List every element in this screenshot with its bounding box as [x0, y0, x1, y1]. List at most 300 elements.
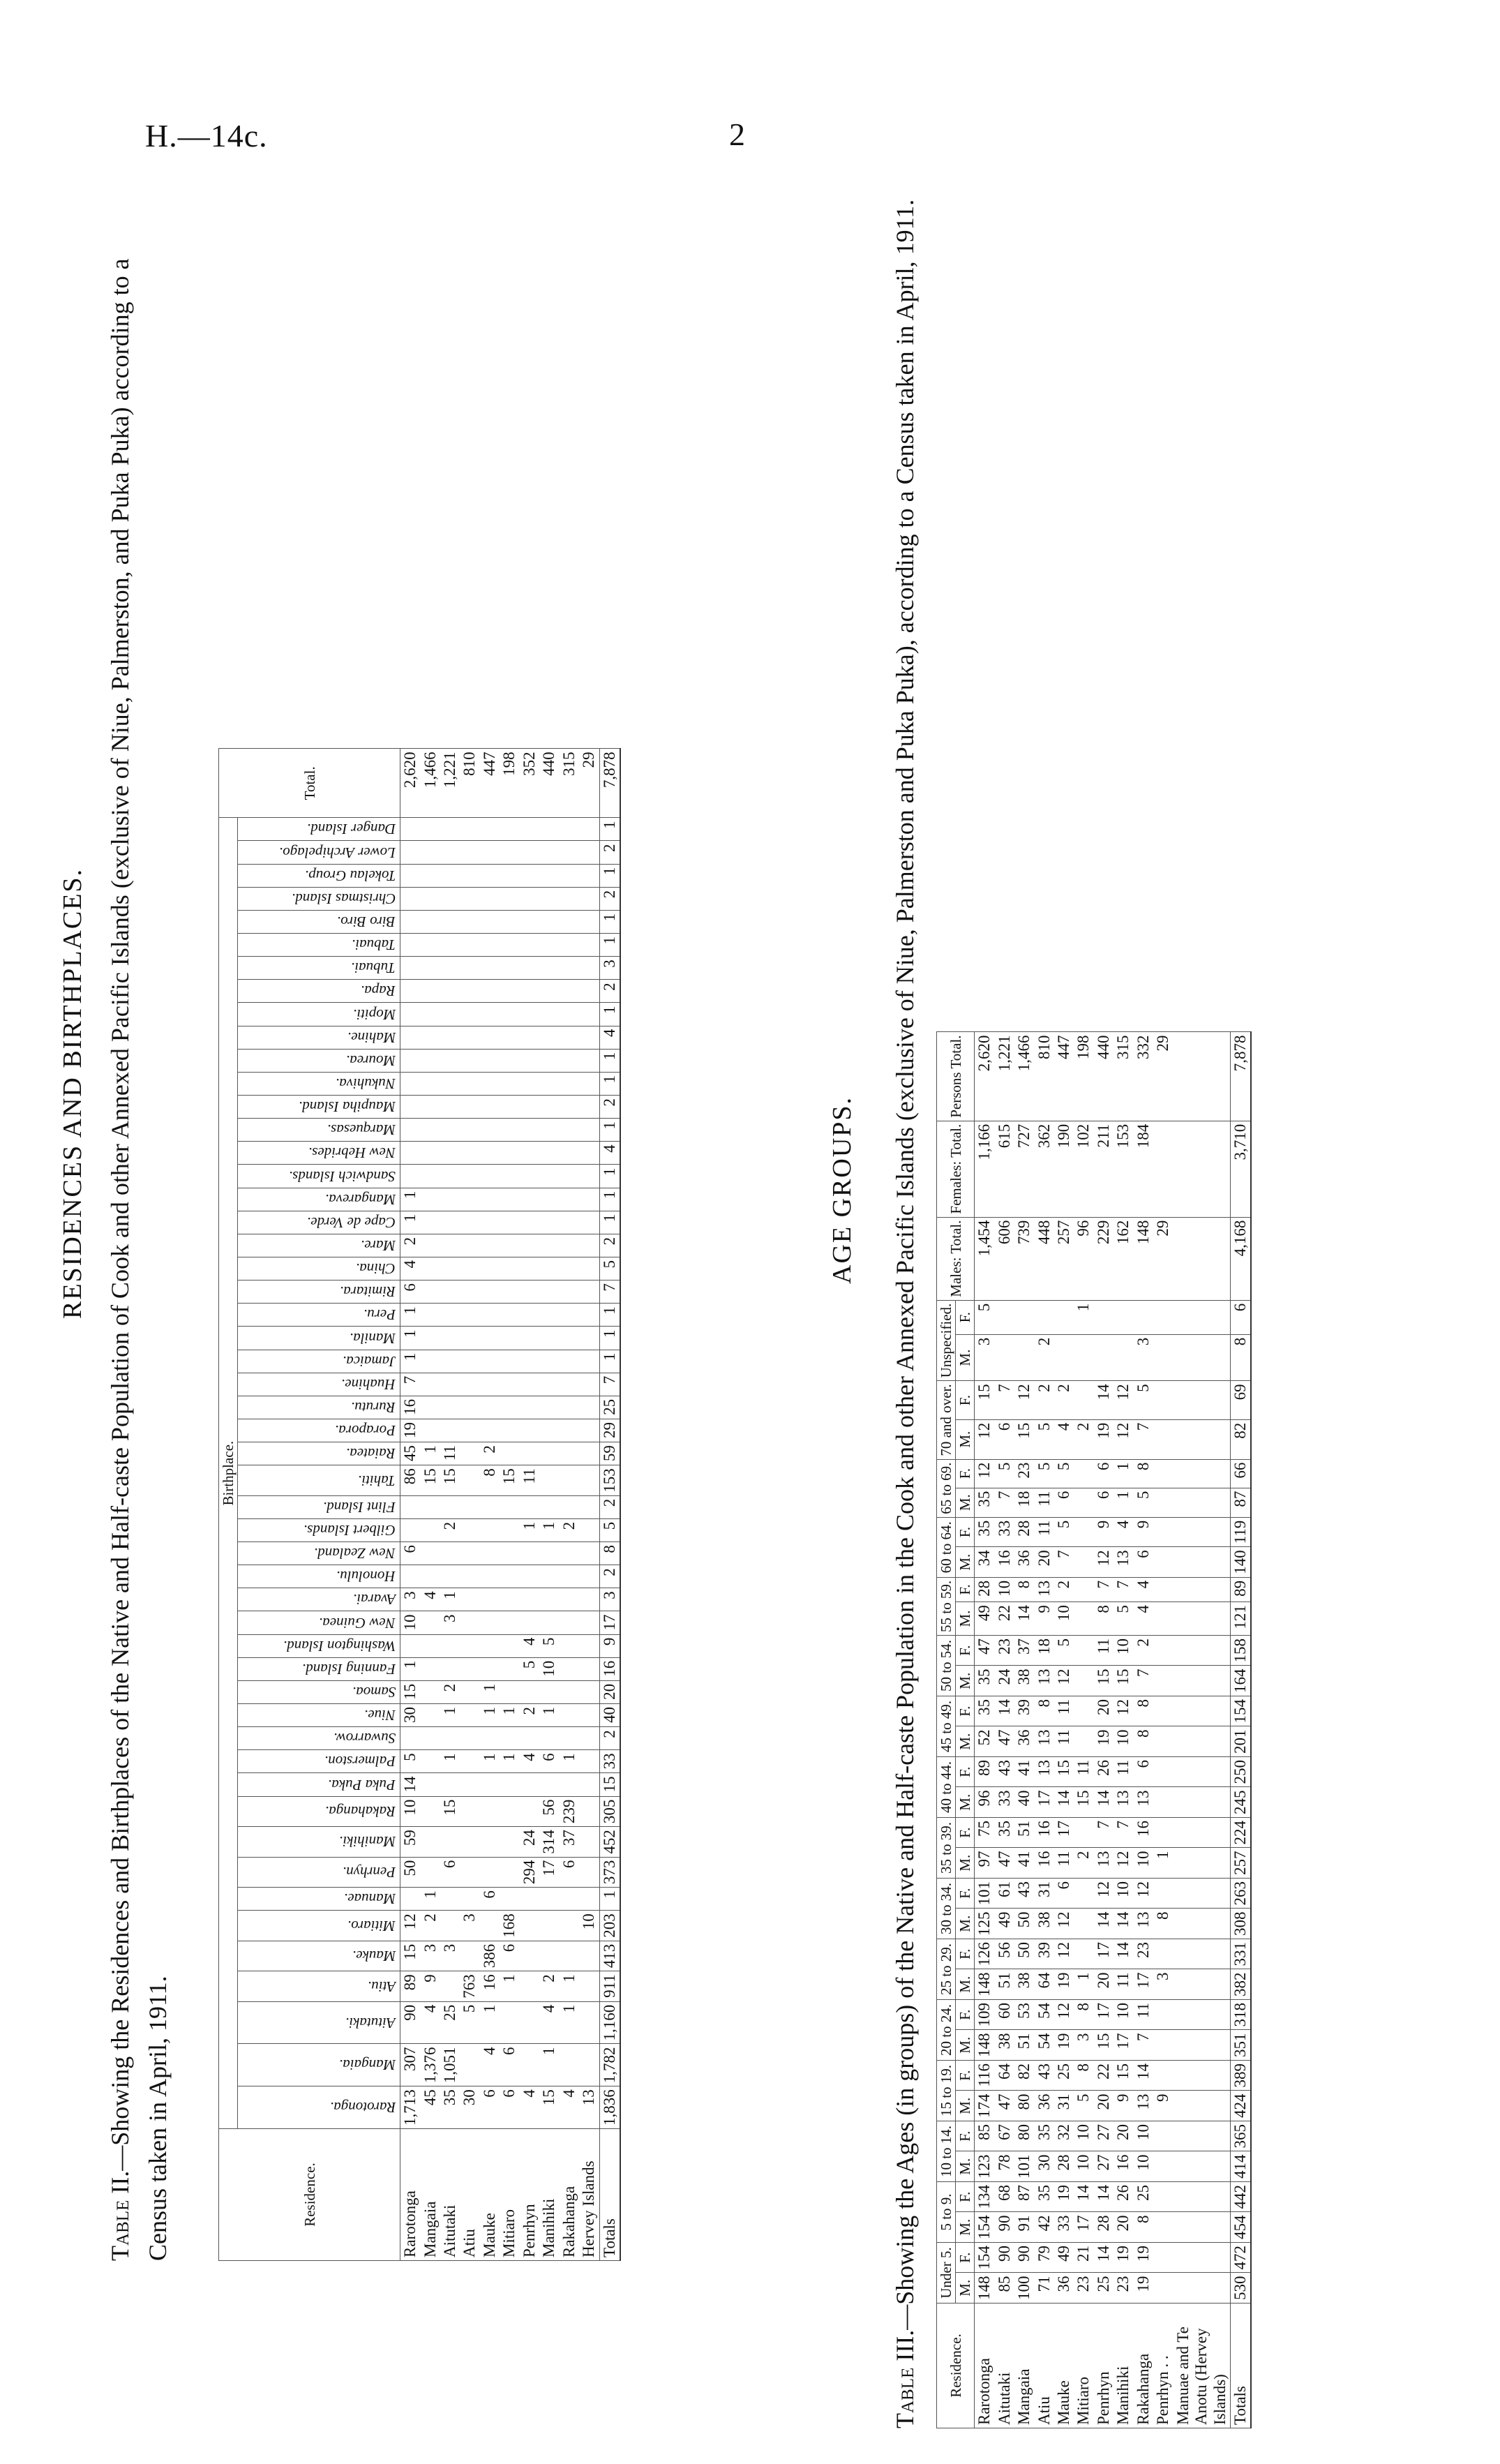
males-total-cell: 606	[995, 1217, 1014, 1300]
count-cell	[560, 1611, 579, 1634]
residence-cell: Hervey Islands	[579, 2129, 599, 2261]
count-cell	[480, 1026, 500, 1049]
total-cell: 15	[599, 1773, 620, 1796]
count-cell	[539, 1165, 559, 1188]
count-cell	[500, 1773, 519, 1796]
count-cell: 6	[1094, 1488, 1113, 1517]
count-cell	[421, 1680, 440, 1703]
total-cell: 530	[1230, 2273, 1251, 2304]
count-cell: 17	[1094, 1939, 1113, 1970]
birthplace-label: Biro Biro.	[337, 913, 396, 931]
count-cell	[1153, 1547, 1173, 1578]
count-cell: 45	[400, 1442, 421, 1465]
birthplace-label: Nukuhiva.	[336, 1075, 396, 1093]
count-cell	[460, 1142, 479, 1165]
count-cell: 11	[1054, 1696, 1074, 1727]
count-cell	[520, 1888, 539, 1911]
males-total-cell: 96	[1074, 1217, 1093, 1300]
birthplace-column-header	[238, 1257, 400, 1280]
total-cell: 87	[1230, 1488, 1251, 1517]
count-cell: 1	[539, 2044, 559, 2086]
count-cell	[579, 1188, 599, 1211]
count-cell: 148	[975, 2030, 995, 2061]
count-cell: 9	[1113, 2091, 1133, 2121]
count-cell	[480, 1495, 500, 1518]
count-cell	[1153, 1459, 1173, 1488]
count-cell	[1074, 1909, 1093, 1939]
count-cell: 38	[1014, 1666, 1034, 1696]
count-cell: 2	[1074, 1419, 1093, 1459]
count-cell	[500, 1888, 519, 1911]
count-cell: 25	[1134, 2182, 1153, 2213]
birthplace-label: Gilbert Islands.	[303, 1522, 396, 1539]
count-cell	[1153, 2212, 1173, 2243]
count-cell: 38	[995, 2030, 1014, 2061]
count-cell: 75	[975, 1818, 995, 1849]
count-cell: 8	[1134, 1696, 1153, 1727]
row-total-cell: 447	[480, 749, 500, 818]
count-cell: 8	[1134, 1459, 1153, 1488]
count-cell	[579, 1542, 599, 1565]
count-cell: 12	[1054, 1666, 1074, 1696]
count-cell: 11	[1113, 1969, 1133, 2000]
count-cell: 5	[1054, 1636, 1074, 1666]
count-cell: 168	[500, 1911, 519, 1941]
count-cell: 7	[1134, 2030, 1153, 2061]
count-cell	[1153, 1602, 1173, 1636]
count-cell	[500, 1396, 519, 1419]
female-subheader: F.	[956, 1636, 975, 1666]
count-cell	[400, 887, 421, 910]
count-cell	[560, 1542, 579, 1565]
count-cell: 56	[539, 1796, 559, 1827]
count-cell	[579, 934, 599, 957]
count-cell	[500, 1072, 519, 1095]
row-total-cell: 1,466	[421, 749, 440, 818]
count-cell	[400, 1119, 421, 1142]
count-cell: 12	[1054, 1909, 1074, 1939]
count-cell	[520, 980, 539, 1003]
count-cell	[421, 1396, 440, 1419]
count-cell	[421, 1096, 440, 1119]
count-cell	[440, 1234, 460, 1257]
birthplace-column-header	[238, 1026, 400, 1049]
count-cell: 33	[995, 1787, 1014, 1818]
count-cell	[1153, 2121, 1173, 2152]
count-cell: 1	[539, 1704, 559, 1727]
count-cell	[1173, 1419, 1231, 1459]
count-cell: 13	[1134, 2091, 1153, 2121]
count-cell: 89	[400, 1971, 421, 2002]
count-cell	[421, 1750, 440, 1773]
count-cell	[460, 1304, 479, 1327]
count-cell: 6	[1054, 1488, 1074, 1517]
count-cell	[539, 1911, 559, 1941]
count-cell	[1173, 1459, 1231, 1488]
row-total-cell: 198	[500, 749, 519, 818]
count-cell: 47	[975, 1636, 995, 1666]
count-cell	[440, 1257, 460, 1280]
count-cell: 4	[1134, 1577, 1153, 1601]
count-cell	[579, 1442, 599, 1465]
count-cell: 50	[1014, 1939, 1034, 1970]
age-group-header: Unspecified.	[937, 1300, 956, 1381]
count-cell: 12	[1113, 1696, 1133, 1727]
count-cell	[480, 1773, 500, 1796]
count-cell: 4	[1113, 1517, 1133, 1547]
female-subheader: F.	[956, 1459, 975, 1488]
female-subheader: F.	[956, 1577, 975, 1601]
count-cell: 14	[1014, 1602, 1034, 1636]
count-cell	[400, 1096, 421, 1119]
totals-row	[1230, 1032, 1251, 2428]
count-cell	[460, 1234, 479, 1257]
table-row	[579, 749, 599, 2261]
count-cell: 4	[1054, 1419, 1074, 1459]
birthplace-column-header	[238, 1941, 400, 1971]
count-cell	[520, 1911, 539, 1941]
count-cell	[421, 1611, 440, 1634]
row-total-cell: 315	[560, 749, 579, 818]
birthplace-label: Mauke.	[352, 1948, 396, 1965]
total-cell: 1	[599, 864, 620, 887]
male-subheader: M.	[956, 1726, 975, 1757]
total-cell: 1	[599, 1072, 620, 1095]
count-cell	[480, 1419, 500, 1442]
count-cell: 13	[1134, 1787, 1153, 1818]
count-cell	[560, 1588, 579, 1611]
count-cell: 33	[1054, 2212, 1074, 2243]
count-cell	[460, 1634, 479, 1657]
male-subheader: M.	[956, 1547, 975, 1578]
birthplace-label: Atiu.	[367, 1978, 396, 1995]
count-cell: 2	[480, 1442, 500, 1465]
count-cell	[560, 1373, 579, 1396]
count-cell: 10	[1074, 2151, 1093, 2182]
count-cell	[520, 818, 539, 841]
count-cell	[480, 818, 500, 841]
count-cell: 7	[995, 1488, 1014, 1517]
count-cell: 3	[440, 1611, 460, 1634]
total-cell: 308	[1230, 1909, 1251, 1939]
count-cell: 54	[1035, 2000, 1054, 2031]
female-subheader: F.	[956, 2182, 975, 2213]
count-cell	[1173, 2182, 1231, 2213]
count-cell: 39	[1035, 1939, 1054, 1970]
count-cell: 26	[1113, 2182, 1133, 2213]
count-cell: 14	[1094, 1381, 1113, 1419]
female-subheader: F.	[956, 2243, 975, 2273]
birthplace-column-header	[238, 818, 400, 841]
count-cell: 15	[440, 1796, 460, 1827]
count-cell: 7	[995, 1381, 1014, 1419]
count-cell: 8	[1035, 1696, 1054, 1727]
count-cell: 10	[995, 1577, 1014, 1601]
count-cell	[440, 1888, 460, 1911]
count-cell	[500, 1657, 519, 1680]
residence-header: Residence.	[937, 2304, 975, 2428]
count-cell: 11	[1094, 1636, 1113, 1666]
count-cell	[539, 1072, 559, 1095]
total-cell: 1	[599, 910, 620, 933]
count-cell	[500, 1611, 519, 1634]
total-cell: 29	[599, 1419, 620, 1442]
count-cell: 35	[975, 1517, 995, 1547]
count-cell	[1153, 1517, 1173, 1547]
table-row	[460, 749, 479, 2261]
count-cell: 27	[1094, 2151, 1113, 2182]
table-row	[560, 749, 579, 2261]
row-total-cell: 440	[539, 749, 559, 818]
count-cell	[440, 1727, 460, 1750]
count-cell	[400, 1165, 421, 1188]
totals-label: Totals	[1230, 2304, 1251, 2428]
table-row	[539, 749, 559, 2261]
total-cell: 911	[599, 1971, 620, 2002]
total-cell: 424	[1230, 2091, 1251, 2121]
count-cell	[421, 1072, 440, 1095]
count-cell: 6	[400, 1280, 421, 1304]
count-cell: 7	[1113, 1577, 1133, 1601]
count-cell: 85	[975, 2121, 995, 2152]
count-cell: 1	[440, 1750, 460, 1773]
count-cell: 20	[1113, 2121, 1133, 2152]
male-subheader: M.	[956, 1488, 975, 1517]
count-cell	[539, 1396, 559, 1419]
count-cell	[421, 934, 440, 957]
count-cell	[520, 887, 539, 910]
count-cell	[500, 910, 519, 933]
count-cell: 17	[539, 1857, 559, 1888]
count-cell: 6	[500, 2044, 519, 2086]
count-cell	[579, 1304, 599, 1327]
male-subheader: M.	[956, 2030, 975, 2061]
count-cell	[421, 1727, 440, 1750]
count-cell: 101	[1014, 2151, 1034, 2182]
count-cell	[460, 1350, 479, 1373]
birthplace-label: Cape de Verde.	[307, 1214, 396, 1231]
count-cell	[500, 1096, 519, 1119]
count-cell	[500, 841, 519, 864]
count-cell	[480, 1049, 500, 1072]
count-cell	[539, 1773, 559, 1796]
count-cell	[460, 1796, 479, 1827]
count-cell: 47	[995, 1726, 1014, 1757]
count-cell: 5	[1134, 1488, 1153, 1517]
count-cell	[579, 1396, 599, 1419]
count-cell	[560, 1211, 579, 1234]
count-cell: 9	[1094, 1517, 1113, 1547]
count-cell: 20	[1094, 2091, 1113, 2121]
count-cell	[520, 1396, 539, 1419]
count-cell	[539, 818, 559, 841]
birthplace-label: Rakahanga.	[325, 1802, 396, 1820]
count-cell: 2	[520, 1704, 539, 1727]
birthplace-label: Flint Island.	[323, 1498, 396, 1516]
count-cell	[500, 1119, 519, 1142]
count-cell	[440, 1396, 460, 1419]
count-cell	[560, 1003, 579, 1026]
count-cell	[579, 1857, 599, 1888]
age-group-header: 30 to 34.	[937, 1879, 956, 1939]
section1-heading: RESIDENCES AND BIRTHPLACES.	[58, 867, 87, 1319]
count-cell	[1094, 1334, 1113, 1381]
count-cell: 2	[539, 1971, 559, 2002]
count-cell	[460, 1442, 479, 1465]
total-cell: 8	[599, 1542, 620, 1565]
table-row	[520, 749, 539, 2261]
count-cell	[539, 841, 559, 864]
table3-caption	[886, 126, 924, 2428]
count-cell: 39	[1014, 1696, 1034, 1727]
residence-cell: Penrhyn	[1094, 2304, 1113, 2428]
count-cell	[1153, 2151, 1173, 2182]
count-cell	[480, 1634, 500, 1657]
birthplace-column-header	[238, 1542, 400, 1565]
males-total-header: Males: Total.	[937, 1217, 975, 1300]
count-cell	[400, 1565, 421, 1588]
birthplace-column-header	[238, 1773, 400, 1796]
count-cell: 32	[1054, 2121, 1074, 2152]
count-cell	[520, 1941, 539, 1971]
count-cell: 49	[975, 1602, 995, 1636]
birthplace-column-header	[238, 1304, 400, 1327]
count-cell	[421, 910, 440, 933]
count-cell: 2	[421, 1911, 440, 1941]
count-cell: 19	[1054, 2030, 1074, 2061]
females-total-cell: 184	[1134, 1121, 1153, 1217]
count-cell	[440, 910, 460, 933]
count-cell	[1153, 2182, 1173, 2213]
total-cell: 263	[1230, 1879, 1251, 1909]
count-cell	[460, 1188, 479, 1211]
count-cell: 1	[480, 1680, 500, 1703]
count-cell	[560, 818, 579, 841]
count-cell	[480, 1611, 500, 1634]
total-cell: 2	[599, 1234, 620, 1257]
count-cell: 13	[1113, 1787, 1133, 1818]
birthplace-label: Peru.	[363, 1306, 396, 1324]
total-cell: 1,160	[599, 2001, 620, 2044]
count-cell: 5	[539, 1634, 559, 1657]
count-cell: 68	[995, 2182, 1014, 2213]
persons-total-cell: 1,466	[1014, 1032, 1034, 1121]
count-cell	[560, 1327, 579, 1350]
count-cell	[1173, 1334, 1231, 1381]
count-cell	[480, 1796, 500, 1827]
count-cell	[560, 1304, 579, 1327]
count-cell	[460, 1096, 479, 1119]
count-cell	[460, 1327, 479, 1350]
total-cell: 351	[1230, 2030, 1251, 2061]
count-cell	[421, 1142, 440, 1165]
count-cell	[579, 1565, 599, 1588]
count-cell	[1074, 1547, 1093, 1578]
residence-cell: Aitutaki	[995, 2304, 1014, 2428]
females-total-cell	[1153, 1121, 1173, 1217]
residence-cell: Atiu	[1035, 2304, 1054, 2428]
total-cell: 3	[599, 1588, 620, 1611]
row-total-cell: 2,620	[400, 749, 421, 818]
count-cell: 18	[1035, 1636, 1054, 1666]
table-row	[400, 749, 421, 2261]
count-cell: 4	[1134, 1602, 1153, 1636]
count-cell: 1	[1113, 1459, 1133, 1488]
count-cell: 20	[1094, 1969, 1113, 2000]
females-total-cell: 1,166	[975, 1121, 995, 1217]
count-cell: 20	[1113, 2212, 1133, 2243]
count-cell	[560, 887, 579, 910]
count-cell	[440, 1373, 460, 1396]
males-total-cell: 739	[1014, 1217, 1034, 1300]
count-cell	[440, 1072, 460, 1095]
count-cell	[421, 980, 440, 1003]
count-cell: 35	[975, 1696, 995, 1727]
count-cell	[1074, 1334, 1093, 1381]
count-cell	[480, 1396, 500, 1419]
count-cell	[1153, 1818, 1173, 1849]
total-cell: 1	[599, 1350, 620, 1373]
count-cell: 7	[1054, 1547, 1074, 1578]
count-cell	[400, 1495, 421, 1518]
count-cell	[1074, 1818, 1093, 1849]
count-cell: 2	[1134, 1636, 1153, 1666]
count-cell	[400, 980, 421, 1003]
count-cell	[440, 1165, 460, 1188]
birthplace-column-header	[238, 1495, 400, 1518]
count-cell: 2	[560, 1518, 579, 1541]
total-cell: 158	[1230, 1636, 1251, 1666]
total-cell: 1	[599, 818, 620, 841]
count-cell: 7	[1094, 1577, 1113, 1601]
birthplace-label: Puka Puka.	[328, 1776, 396, 1793]
count-cell	[421, 1657, 440, 1680]
count-cell: 2	[1074, 1848, 1093, 1879]
count-cell	[460, 1750, 479, 1773]
count-cell: 14	[1134, 2061, 1153, 2091]
total-cell: 413	[599, 1941, 620, 1971]
age-group-header: Under 5.	[937, 2243, 956, 2304]
count-cell	[400, 934, 421, 957]
total-cell: 59	[599, 1442, 620, 1465]
table-row	[1074, 1032, 1093, 2428]
count-cell: 12	[1113, 1848, 1133, 1879]
table-residences-birthplaces	[218, 748, 621, 2261]
count-cell: 5	[1074, 2091, 1093, 2121]
count-cell: 50	[1014, 1909, 1034, 1939]
count-cell: 148	[975, 2273, 995, 2304]
count-cell: 59	[400, 1827, 421, 1858]
count-cell	[560, 2044, 579, 2086]
female-subheader: F.	[956, 1879, 975, 1909]
count-cell: 12	[1054, 1939, 1074, 1970]
count-cell	[500, 1542, 519, 1565]
birthplace-column-header	[238, 1327, 400, 1350]
count-cell	[579, 841, 599, 864]
count-cell: 17	[1054, 1818, 1074, 1849]
count-cell	[579, 1773, 599, 1796]
count-cell	[1173, 1666, 1231, 1696]
count-cell	[421, 1280, 440, 1304]
count-cell	[539, 1003, 559, 1026]
total-cell: 203	[599, 1911, 620, 1941]
count-cell	[1173, 1488, 1231, 1517]
count-cell	[520, 841, 539, 864]
count-cell: 8	[1134, 2212, 1153, 2243]
count-cell: 15	[400, 1941, 421, 1971]
count-cell	[421, 1026, 440, 1049]
count-cell	[421, 1419, 440, 1442]
